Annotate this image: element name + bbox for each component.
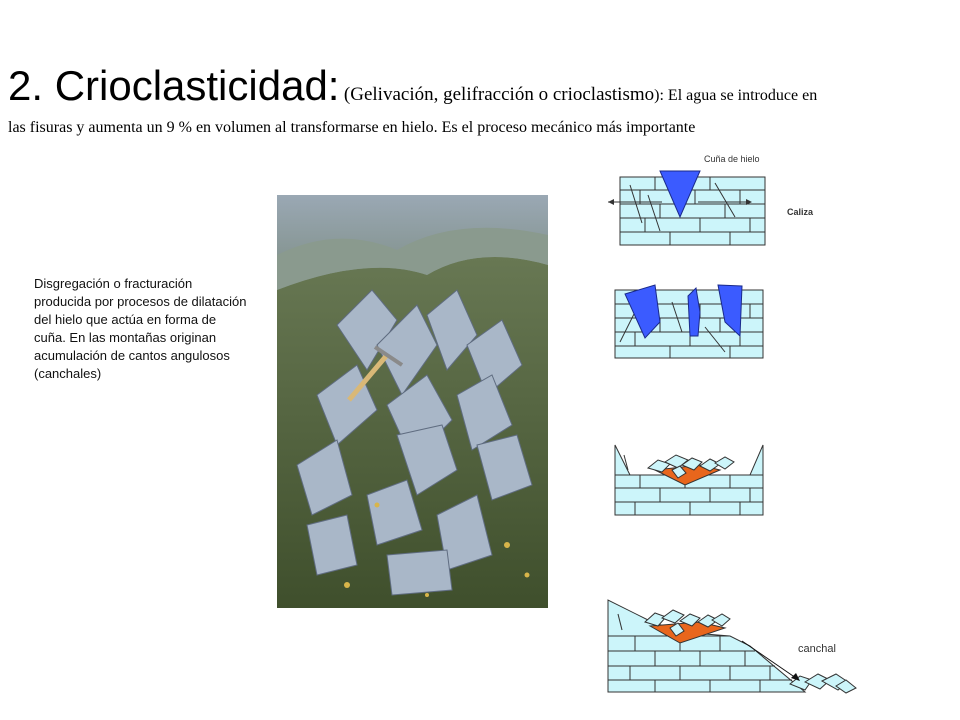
title-number: 2. Crioclasticidad: xyxy=(8,62,340,109)
side-description: Disgregación o fracturación producida por procesos de dilatación del hielo que actúa en forma de cuña. En las montañas originan acumulación de cantos angulosos (canchales) xyxy=(34,276,247,381)
limestone-label: Caliza xyxy=(787,207,814,217)
rock-photo xyxy=(277,195,548,608)
title-parenthetical: (Gelivación, gelifracción o crioclastismo xyxy=(343,84,655,105)
scree-label: canchal xyxy=(798,643,836,655)
title-description-2: las fisuras y aumenta un 9 % en volumen al transformarse en hielo. Es el proceso mecánico más importante xyxy=(8,119,696,136)
title-description-1: ): El agua se introduce en xyxy=(654,87,818,104)
page-title xyxy=(8,62,817,110)
fractured-blocks-diagram xyxy=(610,282,770,362)
debris-basin-diagram xyxy=(610,440,770,520)
ice-wedge-label: Cuña de hielo xyxy=(704,154,760,164)
ice-wedge-diagram xyxy=(600,165,770,250)
